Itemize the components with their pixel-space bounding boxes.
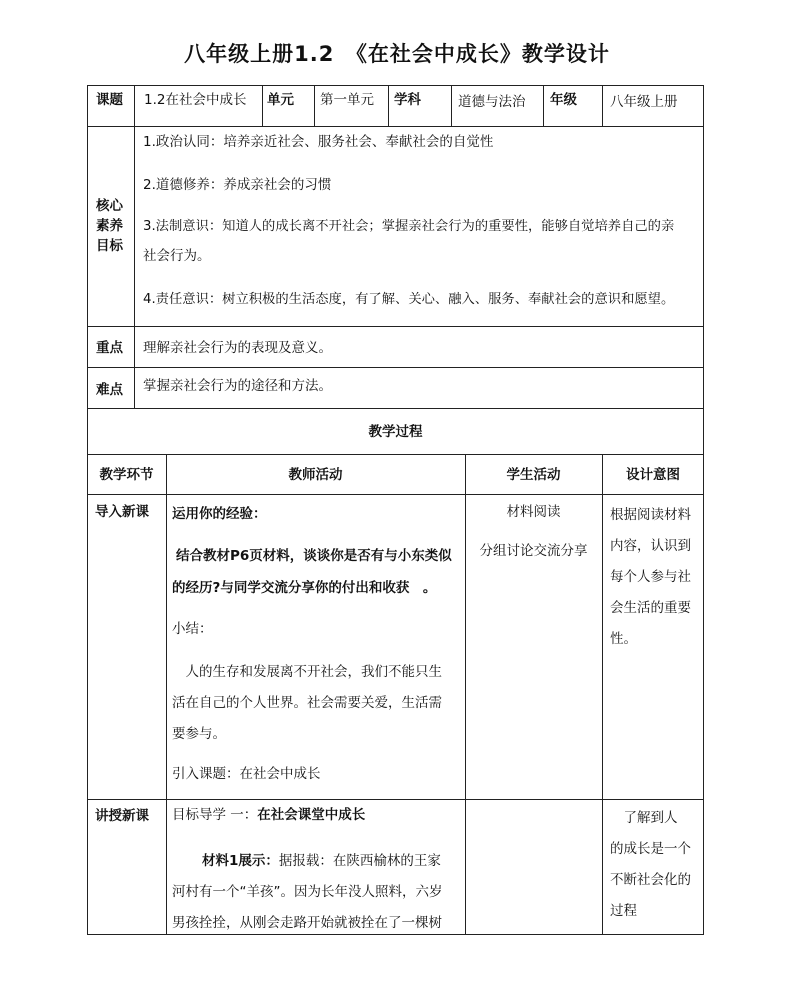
core-goal-item-2: 2.道德修养：养成亲社会的习惯 — [143, 177, 332, 193]
teacher-goal-title: 在社会课堂中成长 — [257, 807, 366, 823]
teacher-line-4: 小结： — [172, 621, 213, 637]
topic-label: 课题 — [96, 92, 123, 108]
header-stage: 教学环节 — [99, 467, 154, 483]
intent-line-1: 根据阅读材料 — [610, 507, 691, 523]
unit-value: 第一单元 — [320, 92, 374, 108]
header-intent: 设计意图 — [626, 467, 680, 483]
intent-line-3: 每个人参与社 — [610, 569, 691, 585]
teacher-goal-prefix: 目标导学 一： — [172, 807, 258, 823]
subject-label: 学科 — [394, 92, 421, 108]
teacher-line-1: 运用你的经验： — [172, 506, 267, 522]
difficulty-text: 掌握亲社会行为的途径和方法。 — [143, 378, 332, 394]
core-goal-item-3-cont: 社会行为。 — [143, 248, 211, 264]
core-goals-label-3: 目标 — [96, 238, 123, 254]
intent2-line-2: 的成长是一个 — [610, 841, 691, 857]
core-goal-item-4: 4.责任意识：树立积极的生活态度，有了解、关心、融入、服务、奉献社会的意识和愿望。 — [143, 292, 675, 307]
core-goal-item-1: 1.政治认同：培养亲近社会、服务社会、奉献社会的自觉性 — [143, 134, 494, 150]
teacher-line-5: 人的生存和发展离不开社会，我们不能只生 — [172, 664, 442, 680]
teacher-material-label: 材料1展示： — [202, 853, 279, 869]
intent-line-5: 性。 — [610, 631, 637, 647]
teacher-line-6: 活在自己的个人世界。社会需要关爱，生活需 — [172, 695, 442, 711]
stage-new-lesson: 讲授新课 — [95, 808, 149, 824]
core-goal-item-3: 3.法制意识：知道人的成长离不开社会；掌握亲社会行为的重要性，能够自觉培养自己的亲 — [143, 219, 675, 234]
intent2-line-1: 了解到人 — [610, 810, 678, 826]
intent2-line-3: 不断社会化的 — [610, 872, 691, 888]
student-activity-1: 材料阅读 — [506, 504, 561, 520]
teacher-material-text-2: 河村有一个“羊孩”。因为长年没人照料，六岁 — [172, 884, 443, 900]
student-activity-2: 分组讨论交流分享 — [479, 543, 588, 559]
teacher-material-text-3: 男孩拴拴，从刚会走路开始就被拴在了一棵树 — [172, 915, 442, 931]
teacher-material-text-1: 据报载：在陕西榆林的王家 — [278, 853, 441, 869]
key-point-text: 理解亲社会行为的表现及意义。 — [143, 340, 332, 356]
core-goals-label-1: 核心 — [96, 198, 123, 214]
intent-line-4: 会生活的重要 — [610, 600, 691, 616]
teacher-line-2: 结合教材P6页材料，谈谈你是否有与小东类似 — [176, 548, 452, 564]
process-title: 教学过程 — [368, 424, 423, 440]
grade-label: 年级 — [550, 92, 577, 108]
teacher-goal-line — [172, 805, 365, 825]
key-point-label: 重点 — [96, 340, 123, 356]
header-student: 学生活动 — [506, 467, 561, 483]
topic-value: 1.2在社会中成长 — [144, 92, 247, 108]
intent-line-2: 内容，认识到 — [610, 538, 691, 554]
unit-label: 单元 — [267, 92, 294, 108]
intent2-line-4: 过程 — [610, 903, 637, 919]
teacher-line-8: 引入课题：在社会中成长 — [172, 766, 321, 782]
teacher-line-3: 的经历?与同学交流分享你的付出和收获 。 — [172, 580, 437, 596]
stage-intro: 导入新课 — [95, 504, 149, 520]
core-goals-label-2: 素养 — [96, 218, 123, 234]
teacher-line-7: 要参与。 — [172, 726, 226, 742]
subject-value: 道德与法治 — [458, 94, 526, 110]
document-title: 八年级上册1.2 《在社会中成长》教学设计 — [184, 42, 610, 66]
difficulty-label: 难点 — [96, 382, 123, 398]
teacher-material-line — [202, 851, 441, 871]
grade-value: 八年级上册 — [610, 94, 678, 110]
header-teacher: 教师活动 — [288, 467, 343, 483]
